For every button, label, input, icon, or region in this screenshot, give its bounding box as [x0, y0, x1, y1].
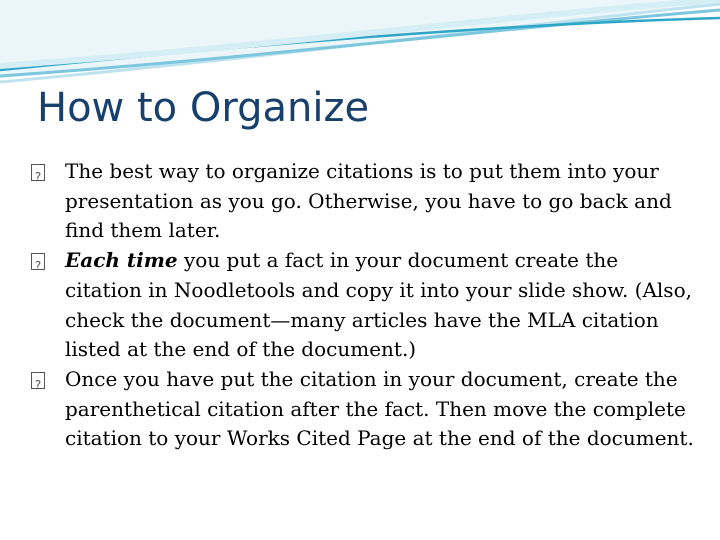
bullet-item — [30, 246, 695, 365]
bullet-text: you put a fact in your document create the citation in Noodletools and copy it into your slide show. (Also, check the document—many articles have the MLA citation listed at the end of the document.) — [65, 248, 692, 362]
bullet-list — [30, 157, 695, 454]
missing-glyph-icon — [31, 372, 45, 389]
missing-glyph-icon — [31, 253, 45, 270]
slide-title: How to Organize — [37, 85, 370, 131]
bullet-emphasis: Each time — [65, 248, 178, 273]
missing-glyph-icon — [31, 164, 45, 181]
decorative-wave-banner — [0, 0, 720, 90]
bullet-item — [30, 365, 695, 454]
bullet-text: Once you have put the citation in your document, create the parenthetical citation after the fact. Then move the complete citation to your Works Cited Page at the end of the document. — [65, 366, 694, 451]
bullet-text: The best way to organize citations is to put them into your presentation as you go. Otherwise, you have to go back and find them later. — [65, 159, 672, 243]
bullet-item — [30, 157, 695, 246]
